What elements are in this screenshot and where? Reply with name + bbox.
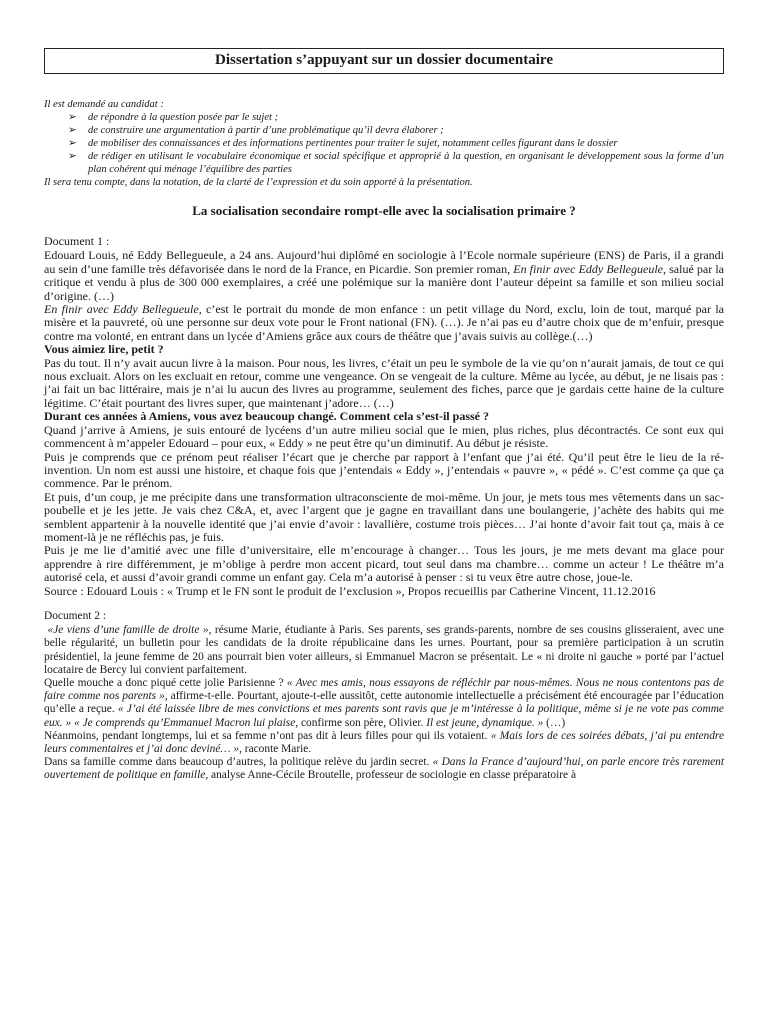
paragraph: En finir avec Eddy Bellegueule, c’est le portrait du monde de mon enfance : un petit village du Nord, exclu, loin de tout, marqué par la misère et la pauvreté, où une personne sur deux vote pour le Front national (FN). (…). Je n’ai pas eu d’autre choix que de m’enfuir, presque contre ma volonté, en entrant dans un lycée d’Amiens grâce aux cours de théâtre que j’avais suivis au collège.(…) xyxy=(44,302,724,343)
instructions xyxy=(44,98,724,189)
essay-question: La socialisation secondaire rompt-elle avec la socialisation primaire ? xyxy=(192,203,576,218)
interview-question: Vous aimiez lire, petit ? xyxy=(44,342,164,357)
arrow-bullet-icon: ➢ xyxy=(68,112,77,123)
instructions-list xyxy=(44,111,724,176)
arrow-bullet-icon: ➢ xyxy=(68,138,77,149)
book-title: En finir avec Eddy Bellegueule, xyxy=(513,261,666,276)
paragraph: «Je viens d’une famille de droite », résume Marie, étudiante à Paris. Ses parents, ses grands-parents, nombre de ses cousins glisseraient, avec une belle régularité, un bulletin pour les candidats de la droite républicaine dans les urnes. Pourtant, pour sa première participation à un scrutin présidentiel, la jeune femme de 20 ans pourrait bien voter ailleurs, si Emmanuel Macron se présentait. Le « ni droite ni gauche » porté par l’actuel locataire de Bercy lui convient parfaitement. xyxy=(44,624,724,676)
document-1 xyxy=(44,235,724,610)
paragraph: Quand j’arrive à Amiens, je suis entouré de lycéens d’un autre milieu social que le mien, plus riches, plus décontractés. Ce sont eux qui commencent à m’appeler Edouard – pour eux, « Eddy » ne peut être qu’un diminutif. Au début je résiste. xyxy=(44,422,724,451)
paragraph: Puis je comprends que ce prénom peut réaliser l’écart que je cherche par rapport à l’enfant que j’ai été. Qu’il peut être le lieu de la ré-invention. Un nom est aussi une histoire, et chaque fois que j’entendais « Eddy », j’entendais « pauvre », « pédé ». C’est comme ça que ça commence. Par le prénom. xyxy=(44,449,724,491)
list-item: ➢ de rédiger en utilisant le vocabulaire économique et social spécifique et approprié à la question, en organisant le développement sous la forme d’un plan cohérent qui ménage l’équilibre des parties xyxy=(68,151,724,175)
paragraph: Edouard Louis, né Eddy Bellegueule, a 24 ans. Aujourd’hui diplômé en sociologie à l’Ecole normale supérieure (ENS) de Paris, il a grandi au sein d’une famille très défavorisée dans le nord de la France, en Picardie. Son premier roman, En finir avec Eddy Bellegueule, salué par la critique et vendu à plus de 300 000 exemplaires, a créé une polémique sur la manière dont l’auteur dépeint sa famille et son milieu social d’origine. (…) xyxy=(44,248,725,303)
list-item: ➢ de mobiliser des connaissances et des informations pertinentes pour traiter le sujet, notamment celles figurant dans le dossier xyxy=(68,138,618,149)
instructions-intro: Il est demandé au candidat : xyxy=(44,99,164,110)
paragraph: Puis je me lie d’amitié avec une fille d’universitaire, elle m’encourage à changer… Tous les jours, je me mets devant ma glace pour apprendre à rire différemment, je m’oblige à perdre mon accent picard, tout seul dans ma chambre… comme un acteur ! Le théâtre m’a autorisé cela, et aussi d’avoir grandi comme un enfant gay. Cela m’a autorisé à penser : si tu veux être autre chose, joue-le. xyxy=(44,543,724,585)
document-2 xyxy=(44,610,724,783)
list-item: ➢ de répondre à la question posée par le sujet ; xyxy=(68,112,279,123)
list-item: ➢ de construire une argumentation à partir d’une problématique qu’il devra élaborer ; xyxy=(68,125,444,136)
instructions-outro: Il sera tenu compte, dans la notation, de la clarté de l’expression et du soin apporté à la présentation. xyxy=(44,177,473,188)
source-citation: Source : Edouard Louis : « Trump et le FN sont le produit de l’exclusion », Propos recueillis par Catherine Vincent, 11.12.2016 xyxy=(44,583,656,598)
paragraph: Pas du tout. Il n’y avait aucun livre à la maison. Pour nous, les livres, c’était un peu le symbole de la vie qu’on n’aurait jamais, de tout ce qui nous excluait. Alors on les excluait en retour, comme une vengeance. On se vengeait de la culture. Même au lycée, au début, je ne lisais pas : j’ai fait un bac littéraire, mais je n’ai lu aucun des livres au programme, seulement des fiches, parce que je gardais cette haine de la culture légitime. C’était pourtant des livres super, que maintenant j’adore… (…) xyxy=(44,355,724,410)
page xyxy=(44,48,724,783)
book-title: En finir avec Eddy Bellegueule, xyxy=(44,302,202,317)
paragraph: Et puis, d’un coup, je me précipite dans une transformation ultraconsciente de moi-même. Un jour, je mets tous mes vêtements dans un sac-poubelle et je les jette. Je vais chez C&A, et, avec l’argent que je gagne en travaillant dans une boulangerie, j’achète des habits qui me semblent appartenir à la nouvelle identité que j’ai envie d’avoir : lavallière, costume trois pièces… J’ai honte d’avoir fait tout ça, mais à ce moment-là je ne réfléchis pas, je fuis. xyxy=(44,489,724,544)
arrow-bullet-icon: ➢ xyxy=(68,151,77,162)
paragraph: Quelle mouche a donc piqué cette jolie Parisienne ? « Avec mes amis, nous essayons de réfléchir par nous-mêmes. Nous ne nous contentons pas de faire comme nos parents », affirme-t-elle. Pourtant, ajoute-t-elle aussitôt, cette autonomie intellectuelle a précisément été encouragée par l’éducation qu’elle a reçue. « J’ai été laissée libre de mes convictions et mes parents sont ravis que je m’intéresse à la politique, même si je ne vote pas comme eux. » « Je comprends qu’Emmanuel Macron lui plaise, confirme son père, Olivier. Il est jeune, dynamique. » (…) xyxy=(44,676,725,729)
document-label: Document 2 : xyxy=(44,609,107,622)
page-title: Dissertation s’appuyant sur un dossier documentaire xyxy=(44,48,724,74)
interview-question: Durant ces années à Amiens, vous avez beaucoup changé. Comment cela s’est-il passé ? xyxy=(44,409,489,424)
arrow-bullet-icon: ➢ xyxy=(68,125,77,136)
paragraph: Dans sa famille comme dans beaucoup d’autres, la politique relève du jardin secret. « Dans la France d’aujourd’hui, on parle encore très rarement ouvertement de politique en famille, analyse Anne-Cécile Broutelle, professeur de sociologie en classe préparatoire à xyxy=(44,756,724,782)
document-label: Document 1 : xyxy=(44,234,110,248)
paragraph: Néanmoins, pendant longtemps, lui et sa femme n’ont pas dit à leurs filles pour qui ils votaient. « Mais lors de ces soirées débats, j’ai pu entendre leurs commentaires et j’ai donc deviné… », raconte Marie. xyxy=(44,729,724,755)
